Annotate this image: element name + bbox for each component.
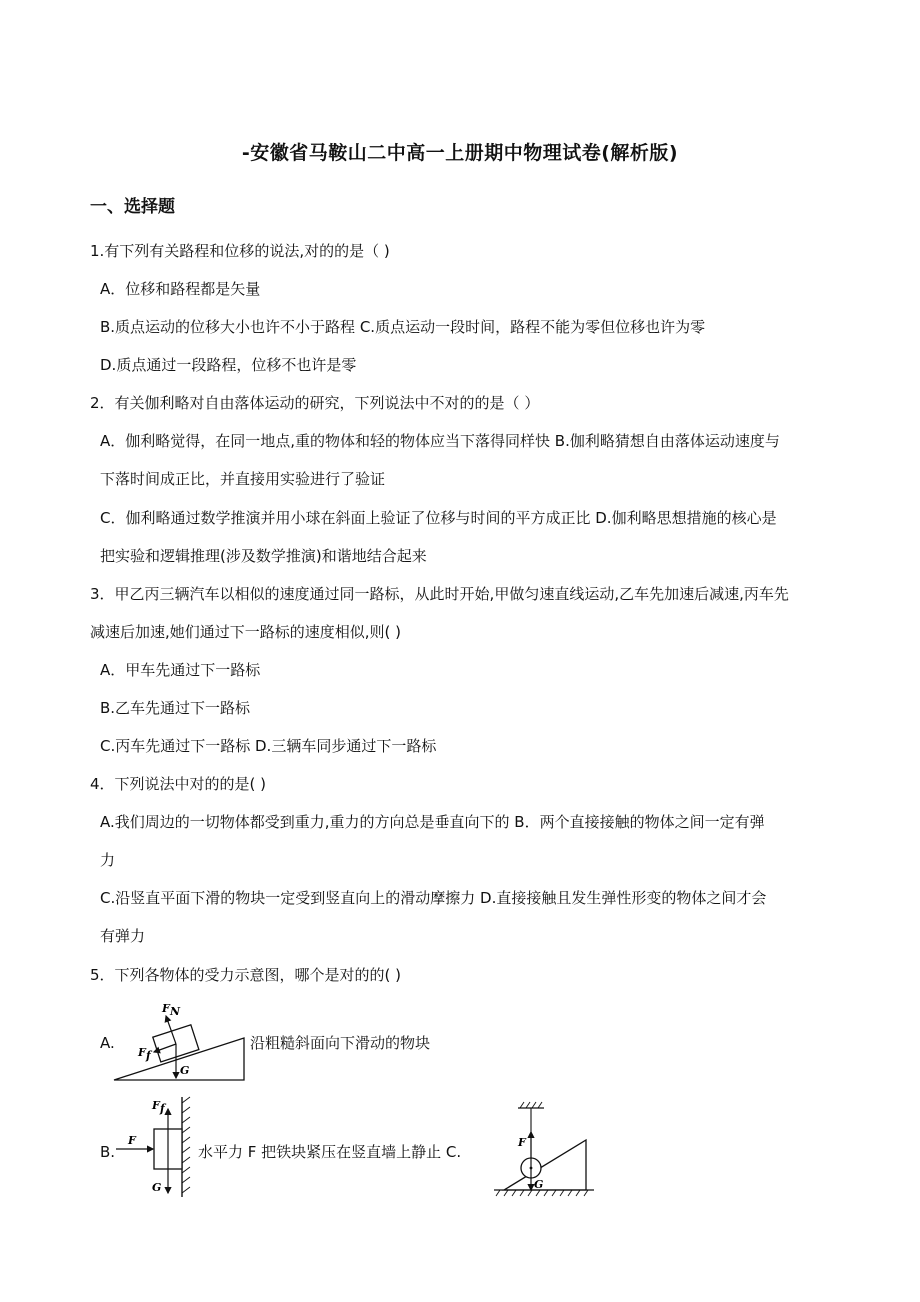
section-heading: 一、选择题: [90, 197, 175, 217]
question-1-option: B.质点运动的位移大小也许不小于路程 C.质点运动一段时间，路程不能为零但位移也许为零: [100, 318, 706, 336]
question-4-option: 力: [100, 851, 116, 869]
question-5-option-a-label: A.: [100, 1034, 115, 1052]
question-5-option-a-text: 沿粗糙斜面向下滑动的物块: [250, 1034, 431, 1052]
incline: [504, 1140, 586, 1190]
question-3-option: B.乙车先通过下一路标: [100, 699, 251, 717]
label-fn: F: [162, 1002, 170, 1015]
wall-hatching: [182, 1097, 190, 1193]
question-2-option: 把实验和逻辑推理(涉及数学推演)和谐地结合起来: [100, 547, 427, 565]
question-5-option-b-label: B.: [100, 1143, 116, 1161]
label-f: F: [128, 1134, 136, 1147]
label-ff: F: [152, 1099, 160, 1112]
label-f: F: [518, 1136, 526, 1149]
question-3-option: C.丙车先通过下一路标 D.三辆车同步通过下一路标: [100, 737, 437, 755]
ceiling-hatching: [520, 1102, 542, 1108]
figure-a-incline-block: [110, 1002, 250, 1084]
question-3-stem: 减速后加速,她们通过下一路标的速度相似,则( ): [90, 623, 402, 641]
document-title: -安徽省马鞍山二中高一上册期中物理试卷(解析版): [241, 142, 679, 164]
question-1-option: D.质点通过一段路程，位移不也许是零: [100, 356, 357, 374]
figure-c-ball-incline: [490, 1098, 600, 1200]
label-g: G: [180, 1064, 190, 1077]
question-4-option: 有弹力: [100, 927, 146, 945]
question-5-stem: 5．下列各物体的受力示意图，哪个是对的的( ): [90, 966, 402, 984]
question-3-stem: 3．甲乙丙三辆汽车以相似的速度通过同一路标，从此时开始,甲做匀速直线运动,乙车先加速后减速,丙车先: [90, 585, 789, 603]
label-fn-sub: N: [170, 1005, 181, 1018]
figure-b-block-wall: [112, 1093, 198, 1203]
label-ff-sub: f: [160, 1102, 165, 1115]
label-g: G: [534, 1178, 544, 1191]
question-4-option: A.我们周边的一切物体都受到重力,重力的方向总是垂直向下的 B．两个直接接触的物体之间一定有弹: [100, 813, 765, 831]
question-1-option: A．位移和路程都是矢量: [100, 280, 261, 298]
question-4-option: C.沿竖直平面下滑的物块一定受到竖直向上的滑动摩擦力 D.直接接触且发生弹性形变的物体之间才会: [100, 889, 767, 907]
label-ff-sub: f: [146, 1049, 151, 1062]
question-2-option: C．伽利略通过数学推演并用小球在斜面上验证了位移与时间的平方成正比 D.伽利略思想措施的核心是: [100, 509, 777, 527]
question-4-stem: 4．下列说法中对的的是( ): [90, 775, 267, 793]
label-g: G: [152, 1181, 162, 1194]
question-3-option: A．甲车先通过下一路标: [100, 661, 261, 679]
question-2-option: A．伽利略觉得，在同一地点,重的物体和轻的物体应当下落得同样快 B.伽利略猜想自由落体运动速度与: [100, 432, 780, 450]
question-2-option: 下落时间成正比，并直接用实验进行了验证: [100, 470, 386, 488]
question-2-stem: 2．有关伽利略对自由落体运动的研究，下列说法中不对的的是（ ）: [90, 394, 540, 412]
label-ff: F: [138, 1046, 146, 1059]
question-1-stem: 1.有下列有关路程和位移的说法,对的的是（ ): [90, 242, 390, 260]
question-5-option-b-text: 水平力 F 把铁块紧压在竖直墙上静止 C.: [198, 1143, 462, 1161]
